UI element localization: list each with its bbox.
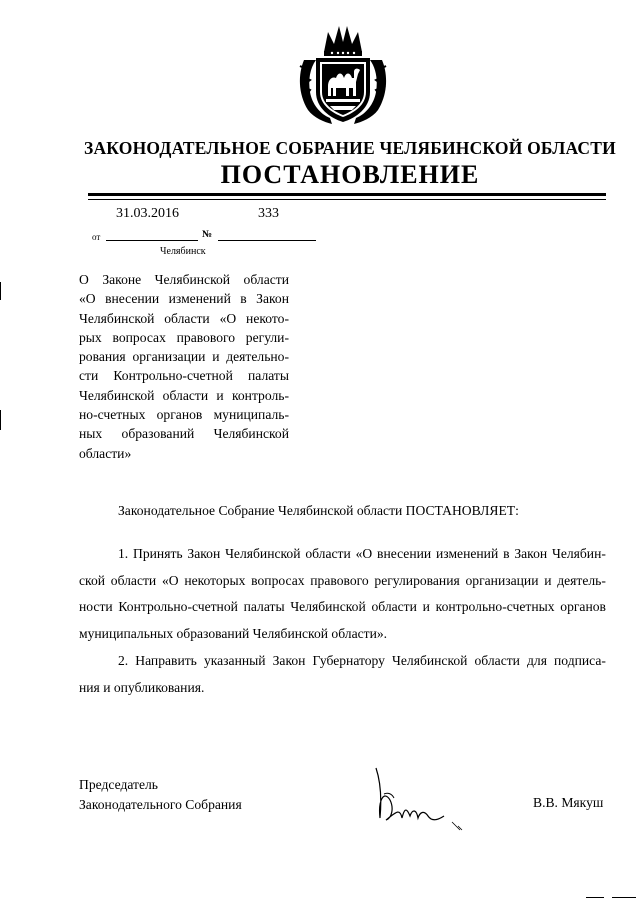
margin-mark (0, 410, 1, 430)
text-word: Челябинской (79, 387, 155, 403)
text-line (79, 444, 289, 463)
text-word: муниципаль- (213, 407, 289, 423)
page-edge-marks (586, 897, 640, 900)
text-word: области (162, 387, 209, 403)
number-underline (218, 240, 316, 241)
text-word: Закон (187, 546, 221, 561)
text-word: палаты (248, 368, 289, 384)
text-word: Законе (102, 272, 142, 287)
text-line (79, 366, 289, 385)
text-line (79, 347, 289, 366)
text-line (79, 594, 606, 621)
text-word: и (216, 387, 224, 403)
text-word: Челябинской (290, 599, 366, 614)
text-word: Челябинской (154, 272, 231, 287)
text-line (79, 270, 289, 289)
signatory-title-line: Законодательного Собрания (79, 797, 242, 812)
text-word: образований (121, 426, 195, 442)
text-word: указанный (203, 653, 266, 668)
text-word: ской (79, 572, 106, 588)
text-word: «О (355, 546, 373, 561)
text-word: организации (132, 349, 206, 365)
text-word: изменений (436, 546, 499, 561)
text-word: регулирования (374, 572, 460, 588)
header-rule-thick (88, 193, 606, 196)
coat-of-arms-icon (294, 22, 392, 126)
text-word: и (212, 349, 220, 365)
text-line (79, 289, 289, 308)
text-line (79, 328, 289, 347)
text-word: изменений (168, 291, 231, 307)
text-word: Губернатору (312, 653, 385, 668)
text-word: в (240, 291, 247, 307)
text-word: «О (79, 291, 96, 307)
text-word: органов (560, 599, 606, 614)
text-word: Челябинской (213, 426, 289, 442)
handwritten-signature (366, 760, 476, 840)
text-word: муниципальных образований Челябинской области». (79, 625, 388, 641)
resolves-statement: Законодательное Собрание Челябинской области ПОСТАНОВЛЯЕТ: (118, 503, 519, 518)
date-label: от (92, 232, 101, 242)
text-word: Челябинской (79, 310, 155, 326)
text-word: области (110, 572, 157, 588)
text-line (79, 621, 606, 648)
text-word: внесении (377, 546, 432, 561)
text-word: ности (79, 599, 113, 614)
text-word: правового (176, 329, 236, 345)
document-subject (79, 270, 289, 463)
text-word: области» (79, 445, 132, 461)
text-word: Контрольно-счетной (113, 368, 233, 384)
organization-name: ЗАКОНОДАТЕЛЬНОЕ СОБРАНИЕ ЧЕЛЯБИНСКОЙ ОБЛАСТИ (84, 138, 616, 158)
text-word: Челябин- (551, 546, 606, 561)
city-label: Челябинск (160, 246, 206, 257)
text-word: контрольно-счетных (435, 599, 555, 614)
text-word: но-счетных (79, 407, 146, 423)
text-word: рования (79, 349, 126, 365)
text-line (79, 424, 289, 443)
text-word: ния и опубликования. (79, 679, 205, 695)
text-word: области (164, 310, 210, 326)
text-word: некото- (246, 310, 289, 326)
resolution-item-2 (79, 648, 606, 701)
document-number: 333 (258, 206, 279, 221)
signatory-title-line: Председатель (79, 777, 158, 792)
text-word: ных (79, 426, 103, 442)
text-word: органов (156, 407, 203, 423)
text-word: вопросах (112, 329, 166, 345)
text-word: для (527, 653, 547, 668)
text-word: внесении (105, 291, 160, 307)
date-underline (106, 240, 198, 241)
text-word: деятельно- (226, 349, 289, 365)
text-line (79, 675, 606, 702)
text-word: Принять (133, 546, 183, 561)
text-word: некоторых (184, 572, 246, 588)
text-word: Челябинской (225, 546, 301, 561)
document-date: 31.03.2016 (116, 206, 179, 221)
text-word: 1. (118, 546, 129, 561)
text-word: правового (310, 572, 369, 588)
text-word: подписа- (554, 653, 606, 668)
text-word: Контрольно-счетной (118, 599, 238, 614)
signatory-name: В.В. Мякуш (533, 795, 604, 810)
text-line (79, 309, 289, 328)
text-word: и (544, 572, 552, 588)
text-line (79, 648, 606, 675)
document-type-title: ПОСТАНОВЛЕНИЕ (220, 160, 480, 189)
number-label: № (202, 229, 213, 240)
text-word: Закон (272, 653, 306, 668)
text-word: области (305, 546, 351, 561)
text-word: контроль- (231, 387, 289, 403)
text-line (79, 405, 289, 424)
text-word: области (474, 653, 520, 668)
text-word: рых (79, 329, 102, 345)
resolution-item-1 (79, 541, 606, 647)
text-word: в (503, 546, 510, 561)
margin-mark (0, 282, 1, 300)
text-word: 2. (118, 653, 129, 668)
text-word: «О (161, 572, 179, 588)
text-line (79, 541, 606, 568)
header-rule-thin (88, 199, 606, 200)
text-word: вопросах (251, 572, 305, 588)
text-word: области (243, 272, 289, 287)
text-word: и (422, 599, 430, 614)
text-word: деятель- (557, 572, 606, 588)
text-word: организации (465, 572, 539, 588)
text-line (79, 386, 289, 405)
text-word: регули- (245, 329, 289, 345)
text-word: Направить (135, 653, 197, 668)
text-word: палаты (243, 599, 285, 614)
text-word: сти (79, 368, 99, 384)
text-word: Челябинской (392, 653, 468, 668)
text-word: «О (219, 310, 237, 326)
text-word: О (79, 272, 89, 287)
text-word: Закон (514, 546, 548, 561)
text-line (79, 568, 606, 595)
signatory-title (79, 775, 242, 815)
text-word: Закон (256, 291, 289, 307)
text-word: области (371, 599, 417, 614)
